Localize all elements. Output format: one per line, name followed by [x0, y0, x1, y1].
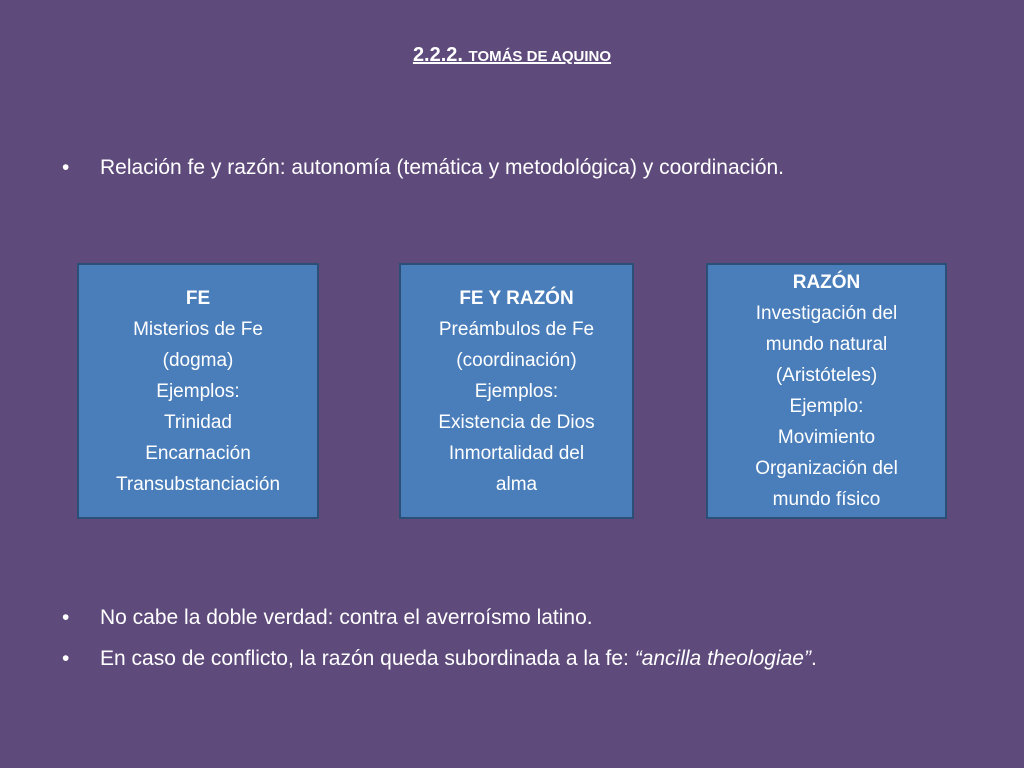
box-line: Ejemplos: — [156, 380, 240, 402]
title-name: TOMÁS DE AQUINO — [468, 48, 612, 65]
bullet-text — [100, 644, 962, 674]
slide-title — [0, 44, 1024, 67]
box-line: Investigación del — [755, 303, 898, 324]
box-line: Inmortalidad del — [448, 442, 585, 464]
box-fe — [77, 263, 319, 519]
box-line: Organización del — [755, 458, 898, 479]
bullet-item — [62, 644, 962, 674]
bullet-icon: • — [62, 647, 70, 670]
bullet-icon: • — [62, 156, 70, 179]
box-line: mundo natural — [765, 334, 888, 355]
box-line: Transubstanciación — [115, 473, 281, 495]
box-line: Encarnación — [145, 442, 251, 464]
box-line: (Aristóteles) — [775, 365, 878, 386]
box-line: mundo físico — [772, 489, 881, 510]
box-line: Trinidad — [164, 411, 232, 433]
bullet-quote: “ancilla theologiae” — [634, 647, 811, 670]
box-razon — [706, 263, 947, 519]
box-fe-y-razon — [399, 263, 634, 519]
box-heading: FE — [185, 287, 211, 309]
box-heading: RAZÓN — [792, 272, 861, 293]
title-number: 2.2.2. — [412, 44, 463, 66]
box-heading: FE Y RAZÓN — [459, 287, 574, 309]
box-line: Ejemplos: — [474, 380, 559, 402]
box-line: (coordinación) — [456, 349, 577, 371]
box-line: Misterios de Fe — [133, 318, 263, 340]
box-line: Existencia de Dios — [438, 411, 595, 433]
bullet-text-suffix: . — [810, 647, 817, 670]
box-line: Ejemplo: — [789, 396, 864, 417]
bullet-item — [62, 153, 962, 183]
bullet-text: No cabe la doble verdad: contra el averroísmo latino. — [100, 606, 593, 629]
box-line: Movimiento — [777, 427, 876, 448]
box-line: alma — [495, 473, 538, 495]
bullet-icon: • — [62, 606, 70, 629]
box-line: (dogma) — [162, 349, 234, 371]
box-line: Preámbulos de Fe — [438, 318, 595, 340]
bullet-text-prefix: En caso de conflicto, la razón queda subordinada a la fe: — [100, 647, 635, 670]
bullet-item — [62, 603, 962, 633]
bullet-text: Relación fe y razón: autonomía (temática y metodológica) y coordinación. — [100, 156, 785, 179]
